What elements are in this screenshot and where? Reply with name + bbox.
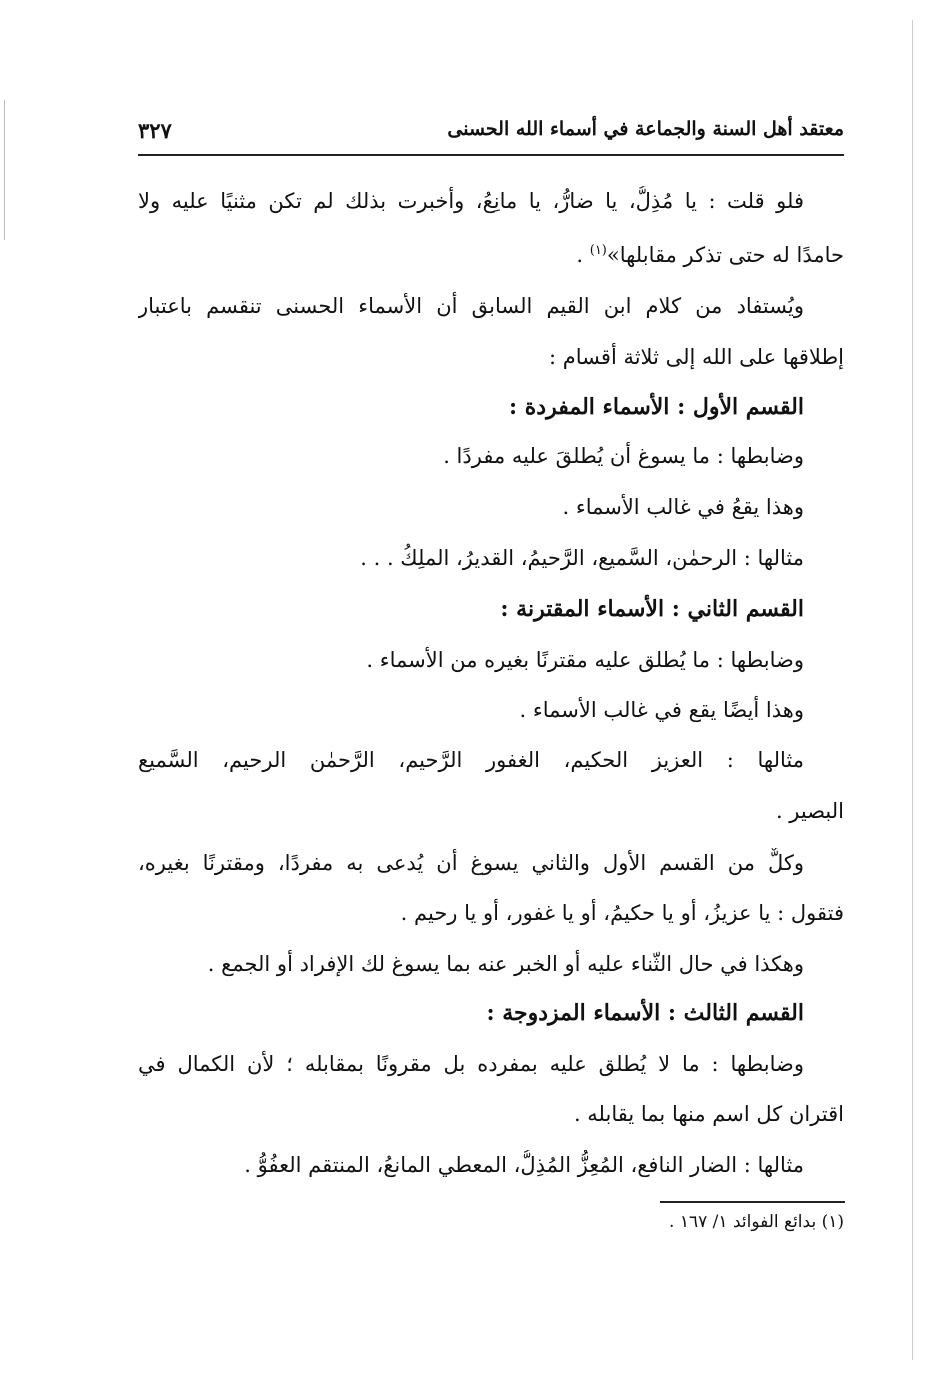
text-line: وضابطها : ما لا يُطلق عليه بمفرده بل مقرونًا بمقابله ؛ لأن الكمال في bbox=[138, 1052, 804, 1076]
footnote-rule bbox=[660, 1201, 845, 1203]
page-number: ٣٢٧ bbox=[138, 118, 172, 143]
text-line bbox=[138, 236, 844, 270]
text-line: وهذا أيضًا يقع في غالب الأسماء . bbox=[519, 698, 804, 722]
footnote-reference[interactable]: (١) bbox=[589, 243, 607, 258]
line-end-punct: . bbox=[576, 243, 590, 267]
text-line: وهكذا في حال الثّناء عليه أو الخبر عنه بما يسوغ لك الإفراد أو الجمع . bbox=[207, 952, 804, 976]
scan-edge-line bbox=[912, 20, 913, 1360]
text-line: وهذا يقعُ في غالب الأسماء . bbox=[562, 495, 804, 519]
text-line: إطلاقها على الله إلى ثلاثة أقسام : bbox=[549, 345, 844, 369]
text-line: وكلٌّ من القسم الأول والثاني يسوغ أن يُدعى به مفردًا، ومقترنًا بغيره، bbox=[138, 851, 804, 875]
text-line: فلو قلت : يا مُذِلُّ، يا ضارُّ، يا مانِعُ، وأخبرت بذلك لم تكن مثنيًا عليه ولا bbox=[138, 189, 804, 213]
text-line: وضابطها : ما يسوغ أن يُطلقَ عليه مفردًا . bbox=[443, 444, 804, 468]
running-header bbox=[138, 116, 844, 156]
text-line: مثالها : الرحمٰن، السَّميع، الرَّحيمُ، القديرُ، الملِكُ . . . bbox=[360, 546, 804, 570]
header-rule bbox=[138, 154, 844, 156]
text-line: ويُستفاد من كلام ابن القيم السابق أن الأسماء الحسنى تنقسم باعتبار bbox=[138, 294, 804, 318]
footnote: (١) بدائع الفوائد ١/ ١٦٧ . bbox=[669, 1212, 844, 1232]
text-line: البصير . bbox=[775, 799, 844, 823]
section-heading-3: القسم الثالث : الأسماء المزدوجة : bbox=[486, 1000, 804, 1026]
scan-margin-mark bbox=[4, 100, 5, 240]
text-line: فتقول : يا عزيزُ، أو يا حكيمُ، أو يا غفور، أو يا رحيم . bbox=[400, 901, 844, 925]
section-heading-1: القسم الأول : الأسماء المفردة : bbox=[508, 394, 804, 420]
text-line: وضابطها : ما يُطلق عليه مقترنًا بغيره من الأسماء . bbox=[366, 648, 804, 672]
text-line: مثالها : العزيز الحكيم، الغفور الرَّحيم، الرَّحمٰن الرحيم، السَّميع bbox=[138, 748, 804, 772]
text-line: مثالها : الضار النافع، المُعِزُّ المُذِلُّ، المعطي المانعُ، المنتقم العفُوُّ . bbox=[244, 1153, 804, 1177]
section-heading-2: القسم الثاني : الأسماء المقترنة : bbox=[500, 596, 804, 622]
text-line-content: حامدًا له حتى تذكر مقابلها» bbox=[606, 243, 844, 267]
running-title: معتقد أهل السنة والجماعة في أسماء الله الحسنى bbox=[447, 118, 844, 140]
text-line: اقتران كل اسم منها بما يقابله . bbox=[573, 1102, 844, 1126]
